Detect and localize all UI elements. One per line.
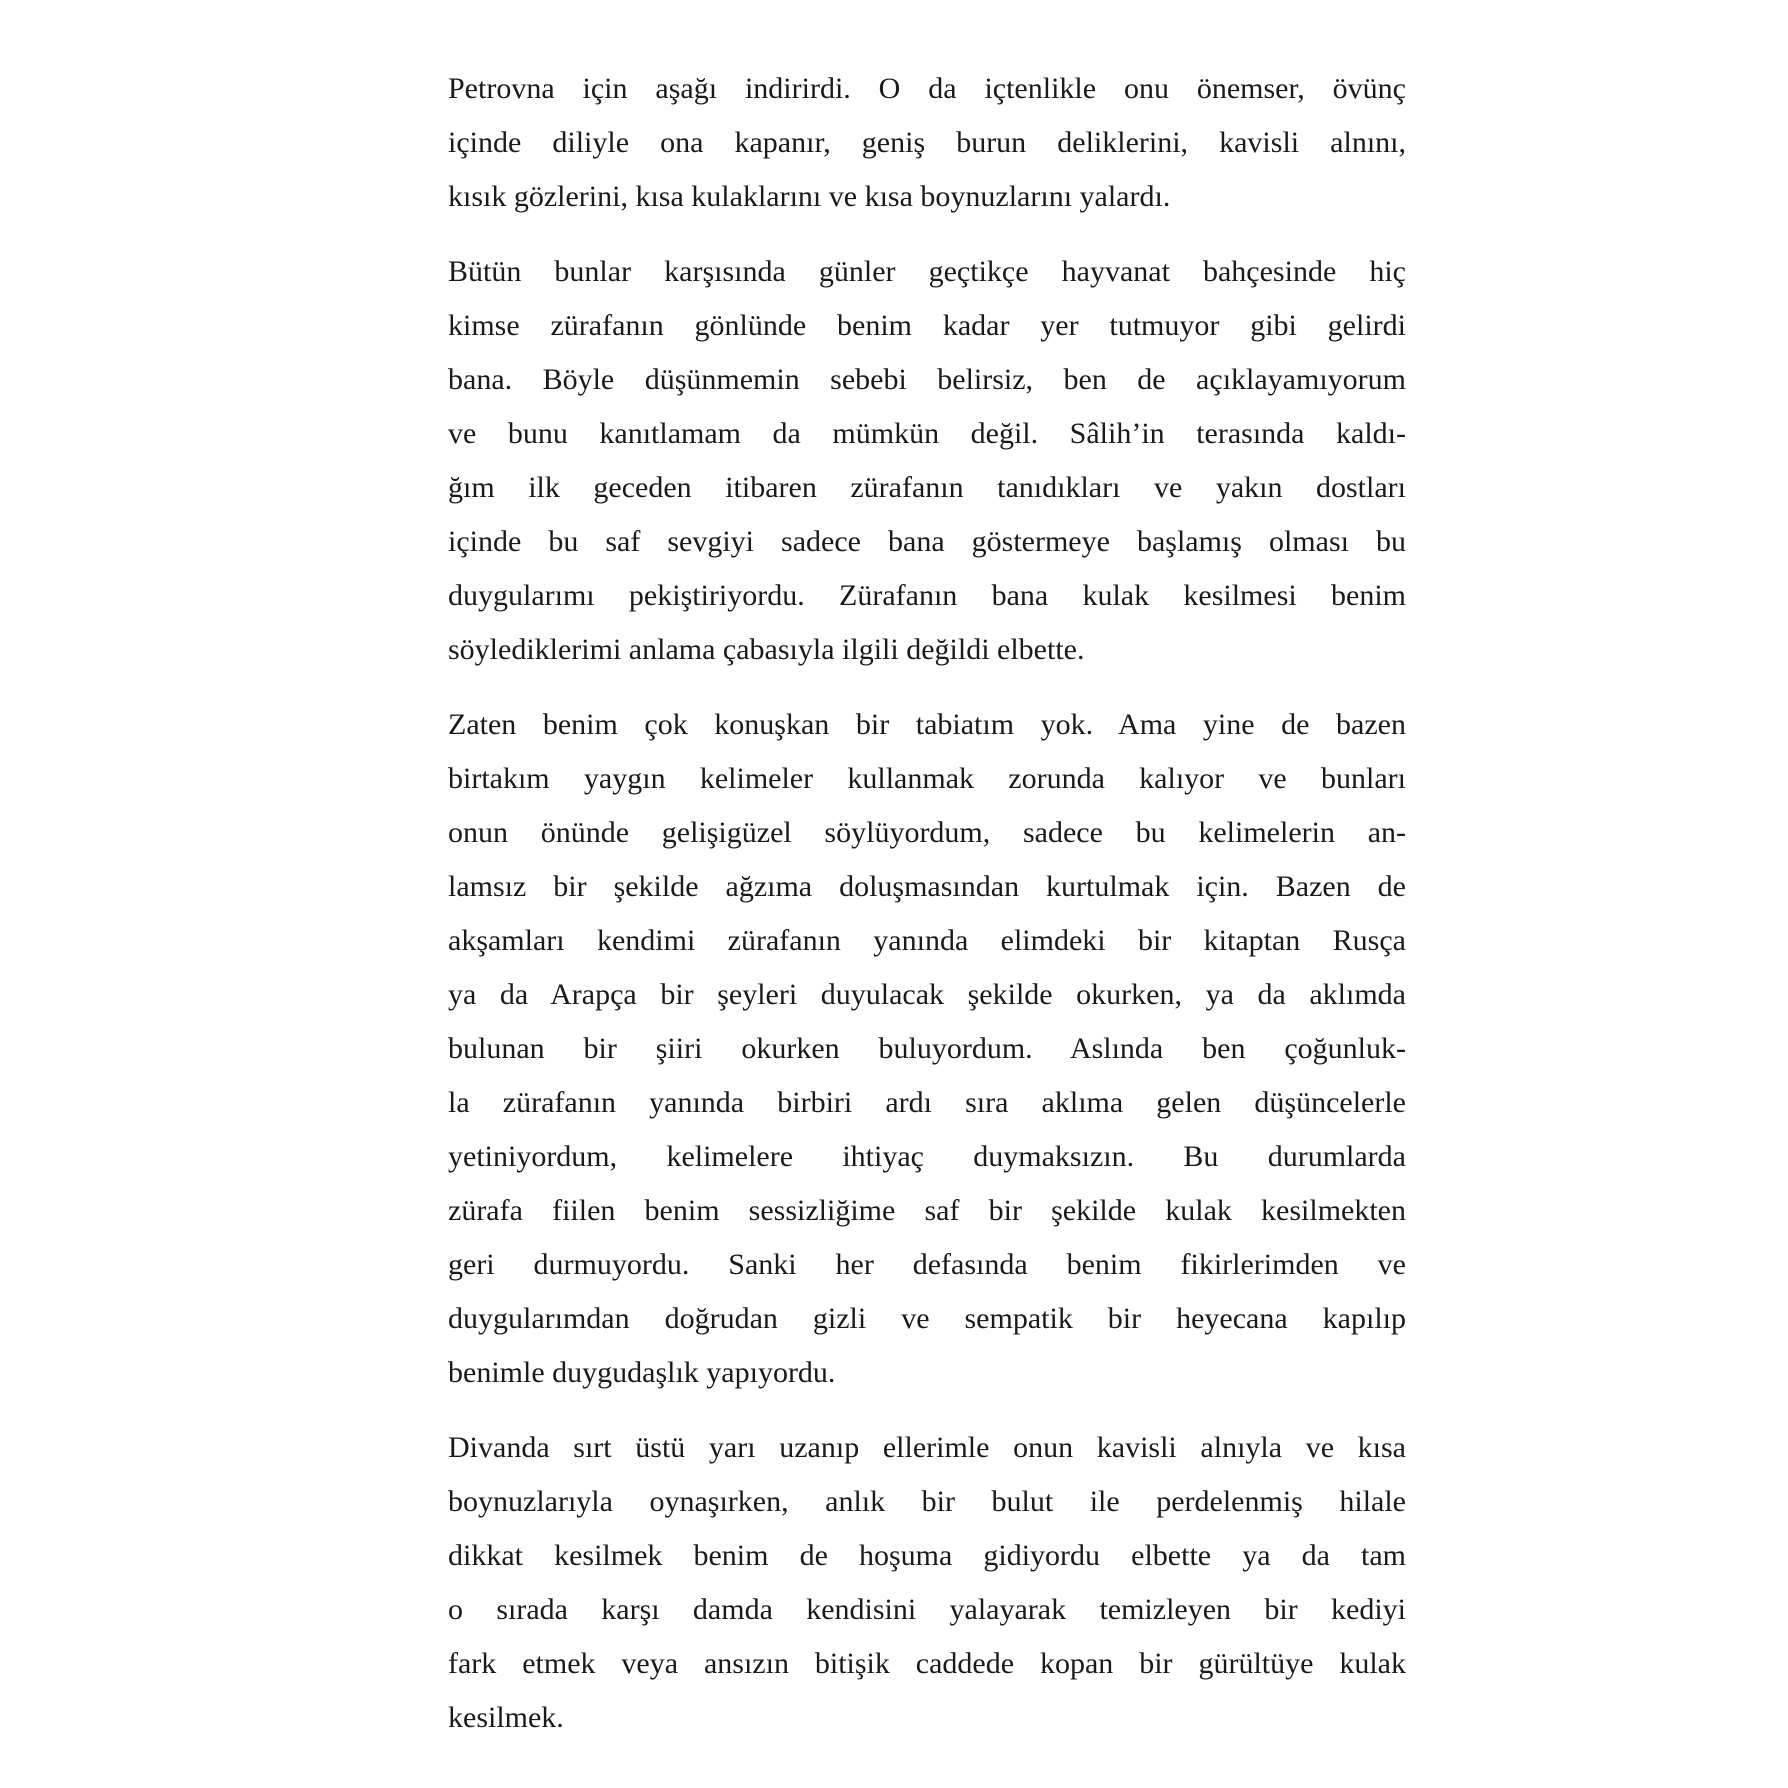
text-line: boynuzlarıyla oynaşırken, anlık bir bulut ile perdelenmiş hilale [448, 1485, 1406, 1518]
text-line: söylediklerimi anlama çabasıyla ilgili değildi elbette. [448, 633, 1085, 666]
text-line: Zaten benim çok konuşkan bir tabiatım yok. Ama yine de bazen [448, 708, 1406, 741]
text-line: o sırada karşı damda kendisini yalayarak temizleyen bir kediyi [448, 1593, 1406, 1626]
text-line: bulunan bir şiiri okurken buluyordum. Aslında ben çoğunluk- [448, 1032, 1406, 1065]
text-line: yetiniyordum, kelimelere ihtiyaç duymaksızın. Bu durumlarda [448, 1140, 1406, 1173]
text-line: ya da Arapça bir şeyleri duyulacak şekilde okurken, ya da aklımda [448, 978, 1406, 1011]
text-line: fark etmek veya ansızın bitişik caddede kopan bir gürültüye kulak [448, 1647, 1406, 1680]
text-column [448, 62, 1406, 1766]
paragraph [448, 245, 1406, 677]
text-line: kimse zürafanın gönlünde benim kadar yer tutmuyor gibi gelirdi [448, 309, 1406, 342]
text-line: ve bunu kanıtlamam da mümkün değil. Sâlih’in terasında kaldı- [448, 417, 1406, 450]
text-line: içinde bu saf sevgiyi sadece bana göstermeye başlamış olması bu [448, 525, 1406, 558]
text-line: duygularımdan doğrudan gizli ve sempatik bir heyecana kapılıp [448, 1302, 1406, 1335]
text-line: lamsız bir şekilde ağzıma doluşmasından kurtulmak için. Bazen de [448, 870, 1406, 903]
paragraph [448, 1421, 1406, 1745]
text-line: ğım ilk geceden itibaren zürafanın tanıdıkları ve yakın dostları [448, 471, 1406, 504]
text-line: geri durmuyordu. Sanki her defasında benim fikirlerimden ve [448, 1248, 1406, 1281]
text-line: la zürafanın yanında birbiri ardı sıra aklıma gelen düşüncelerle [448, 1086, 1406, 1119]
text-line: birtakım yaygın kelimeler kullanmak zorunda kalıyor ve bunları [448, 762, 1406, 795]
text-line: dikkat kesilmek benim de hoşuma gidiyordu elbette ya da tam [448, 1539, 1406, 1572]
text-line: bana. Böyle düşünmemin sebebi belirsiz, ben de açıklayamıyorum [448, 363, 1406, 396]
text-line: kısık gözlerini, kısa kulaklarını ve kısa boynuzlarını yalardı. [448, 180, 1171, 213]
text-line: duygularımı pekiştiriyordu. Zürafanın bana kulak kesilmesi benim [448, 579, 1406, 612]
text-line: Bütün bunlar karşısında günler geçtikçe hayvanat bahçesinde hiç [448, 255, 1406, 288]
text-line: kesilmek. [448, 1701, 564, 1734]
paragraph [448, 62, 1406, 224]
text-line: içinde diliyle ona kapanır, geniş burun deliklerini, kavisli alnını, [448, 126, 1406, 159]
paragraph [448, 698, 1406, 1400]
text-line: onun önünde gelişigüzel söylüyordum, sadece bu kelimelerin an- [448, 816, 1406, 849]
text-line: akşamları kendimi zürafanın yanında elimdeki bir kitaptan Rusça [448, 924, 1406, 957]
text-line: Petrovna için aşağı indirirdi. O da içtenlikle onu önemser, övünç [448, 72, 1406, 105]
text-line: benimle duygudaşlık yapıyordu. [448, 1356, 836, 1389]
text-line: zürafa fiilen benim sessizliğime saf bir şekilde kulak kesilmekten [448, 1194, 1406, 1227]
text-line: Divanda sırt üstü yarı uzanıp ellerimle onun kavisli alnıyla ve kısa [448, 1431, 1406, 1464]
